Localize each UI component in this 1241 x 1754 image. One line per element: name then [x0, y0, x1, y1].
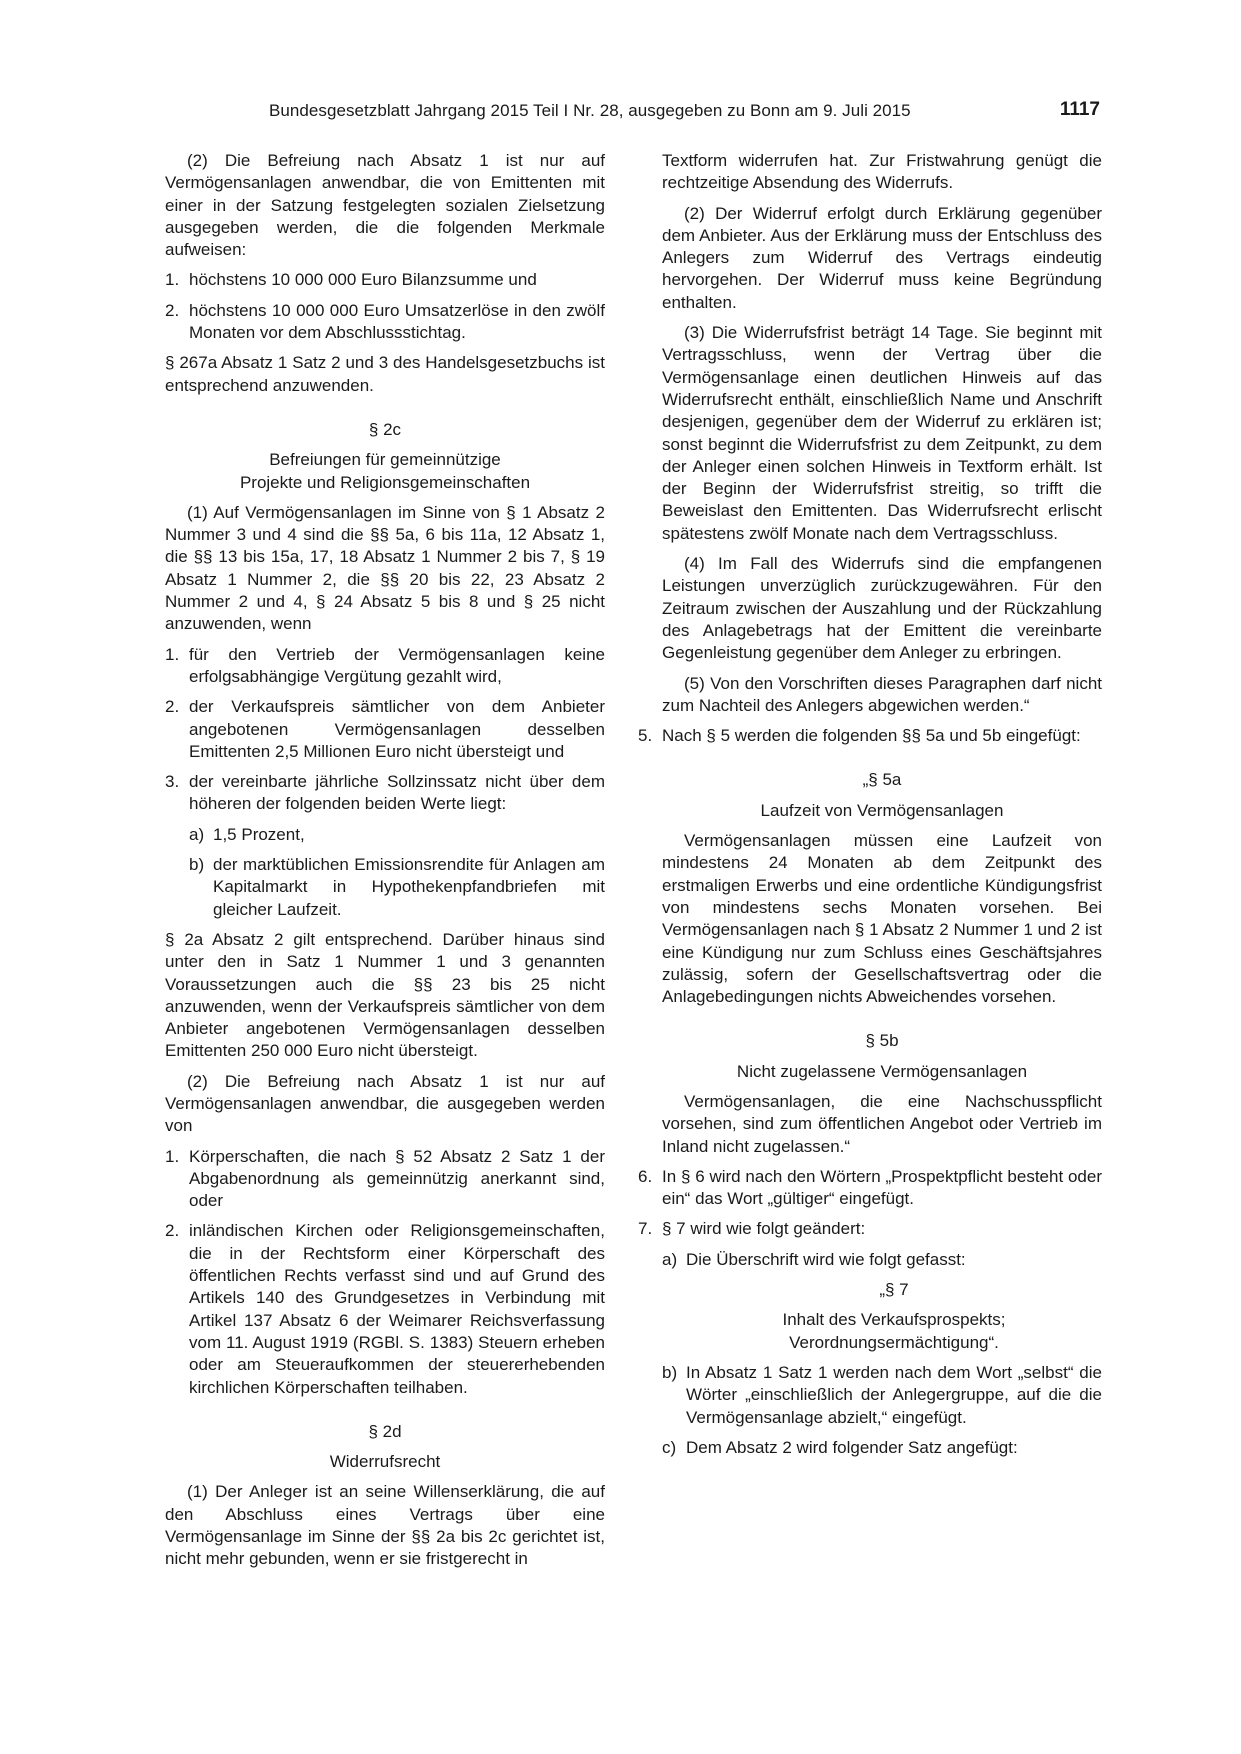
section-title: Laufzeit von Vermögensanlagen: [760, 800, 1004, 820]
list-item: [638, 725, 1102, 747]
sub-list-item: [189, 824, 605, 846]
section-heading: „§ 7: [879, 1280, 909, 1300]
list-item: [638, 1166, 1102, 1211]
paragraph: (2) Die Befreiung nach Absatz 1 ist nur auf Vermögensanlagen anwendbar, die von Emittenten mit einer in der Satzung festgelegten sozialen Zielsetzung ausgegeben werden, die die folgenden Merkmale aufweisen:: [165, 151, 605, 260]
paragraph: Vermögensanlagen, die eine Nachschusspflicht vorsehen, sind zum öffentlichen Angebot oder Vertrieb im Inland nicht zugelassen.“: [662, 1091, 1102, 1156]
paragraph: (4) Im Fall des Widerrufs sind die empfangenen Leistungen unverzüglich zurückzugewähren. Für den Zeitraum zwischen der Auszahlung und der Rückzahlung des Anlagebetrags hat der Emittent die vereinbarte Gegenleistung gegenüber dem Anleger zu erbringen.: [662, 554, 1102, 663]
list-number: 1.: [165, 270, 180, 290]
list-item: [165, 269, 605, 291]
page-number: 1117: [1059, 99, 1100, 120]
right-column: [638, 150, 1102, 1467]
section-title: Inhalt des Verkaufsprospekts;: [782, 1310, 1006, 1330]
list-number: 2.: [165, 300, 180, 320]
paragraph: (1) Auf Vermögensanlagen im Sinne von § 1 Absatz 2 Nummer 3 und 4 sind die §§ 5a, 6 bis 11a, 12 Absatz 1, die §§ 13 bis 15a, 17, 18 Absatz 1 Nummer 2 bis 7, § 19 Absatz 1 Nummer 2, die §§ 20 bis 22, 23 Absatz 2 Nummer 2 und 4, § 24 Absatz 5 bis 8 und § 25 nicht anzuwenden, wenn: [165, 502, 605, 634]
list-item: [165, 696, 605, 763]
list-item: [165, 1146, 605, 1213]
list-text: Die Überschrift wird wie folgt gefasst:: [686, 1249, 966, 1269]
list-item: [165, 300, 605, 345]
section-title: Verordnungsermächtigung“.: [789, 1332, 999, 1352]
paragraph: (3) Die Widerrufsfrist beträgt 14 Tage. Sie beginnt mit Vertragsschluss, wenn der Vertrag über die Vermögensanlage einen deutlichen Hinweis auf das Widerrufsrecht enthält, einschließlich Name und Anschrift desjenigen, gegenüber dem der Widerruf zu erklären ist; sonst beginnt die Widerrufsfrist zu dem Zeitpunkt, zu dem der Anleger einen solchen Hinweis in Textform erhält. Ist der Beginn der Widerrufsfrist streitig, so trifft die Beweislast den Emittenten. Das Widerrufsrecht erlischt spätestens zwölf Monate nach dem Vertragsschluss.: [662, 323, 1102, 543]
list-text: § 7 wird wie folgt geändert:: [662, 1219, 866, 1239]
section-title: Widerrufsrecht: [329, 1452, 441, 1472]
paragraph: Textform widerrufen hat. Zur Fristwahrung genügt die rechtzeitige Absendung des Widerrufs.: [662, 151, 1102, 193]
list-letter: b): [662, 1362, 678, 1382]
list-text: höchstens 10 000 000 Euro Bilanzsumme und: [189, 270, 537, 290]
header-title: Bundesgesetzblatt Jahrgang 2015 Teil I Nr. 28, ausgegeben zu Bonn am 9. Juli 2015: [269, 101, 911, 120]
list-text: In § 6 wird nach den Wörtern „Prospektpflicht besteht oder ein“ das Wort „gültiger“ eingefügt.: [662, 1166, 1102, 1209]
list-text: In Absatz 1 Satz 1 werden nach dem Wort „selbst“ die Wörter „einschließlich der Anlegergruppe, auf die die Vermögensanlage abzielt,“ eingefügt.: [686, 1362, 1102, 1427]
sub-list-item: [662, 1362, 1102, 1429]
left-column: [165, 150, 605, 1579]
list-text: der Verkaufspreis sämtlicher von dem Anbieter angebotenen Vermögensanlagen desselben Emittenten 2,5 Millionen Euro nicht übersteigt und: [189, 697, 605, 761]
section-title: Befreiungen für gemeinnützige: [269, 450, 501, 470]
list-letter: b): [189, 855, 205, 875]
list-text: für den Vertrieb der Vermögensanlagen keine erfolgsabhängige Vergütung gezahlt wird,: [189, 644, 605, 686]
list-number: 3.: [165, 772, 180, 792]
section-title: Nicht zugelassene Vermögensanlagen: [736, 1061, 1028, 1081]
paragraph: (1) Der Anleger ist an seine Willenserklärung, die auf den Abschluss eines Vertrags über eine Vermögensanlage im Sinne der §§ 2a bis 2c gerichtet ist, nicht mehr gebunden, wenn er sie fristgerecht in: [165, 1482, 605, 1569]
list-text: Nach § 5 werden die folgenden §§ 5a und 5b eingefügt:: [662, 726, 1081, 746]
list-text: Körperschaften, die nach § 52 Absatz 2 Satz 1 der Abgabenordnung als gemeinnützig anerkannt sind, oder: [189, 1146, 605, 1211]
list-item: [638, 1218, 1102, 1240]
list-item: [165, 771, 605, 816]
sub-list-item: [189, 854, 605, 921]
sub-list-item: [662, 1437, 1102, 1459]
list-text: der vereinbarte jährliche Sollzinssatz nicht über dem höheren der folgenden beiden Werte liegt:: [189, 772, 605, 814]
page-header: [165, 101, 1100, 127]
paragraph: § 2a Absatz 2 gilt entsprechend. Darüber hinaus sind unter den in Satz 1 Nummer 1 und 3 genannten Voraussetzungen auch die §§ 23 bis 25 nicht anzuwenden, wenn der Verkaufspreis sämtlicher von dem Anbieter angebotenen Vermögensanlagen desselben Emittenten 250 000 Euro nicht übersteigt.: [165, 929, 605, 1061]
sub-list-item: [662, 1249, 1102, 1271]
list-number: 2.: [165, 1221, 180, 1241]
list-number: 6.: [638, 1166, 653, 1186]
paragraph: (2) Die Befreiung nach Absatz 1 ist nur auf Vermögensanlagen anwendbar, die ausgegeben werden von: [165, 1071, 605, 1136]
section-heading: § 5b: [865, 1031, 899, 1051]
list-number: 1.: [165, 1146, 180, 1166]
paragraph: (5) Von den Vorschriften dieses Paragraphen darf nicht zum Nachteil des Anlegers abgewichen werden.“: [662, 673, 1102, 715]
list-letter: a): [189, 824, 205, 844]
paragraph: Vermögensanlagen müssen eine Laufzeit von mindestens 24 Monaten ab dem Zeitpunkt des erstmaligen Erwerbs und eine ordentliche Kündigungsfrist von mindestens sechs Monaten vorsehen. Bei Vermögensanlagen nach § 1 Absatz 2 Nummer 1 und 2 ist eine Kündigung nur zum Schluss eines Geschäftsjahres zulässig, sofern der Gesellschaftsvertrag oder die Anlagebedingungen nichts Abweichendes vorsehen.: [662, 831, 1102, 1007]
list-number: 7.: [638, 1219, 653, 1239]
section-heading: „§ 5a: [862, 770, 902, 790]
list-text: 1,5 Prozent,: [213, 824, 305, 844]
paragraph: (2) Der Widerruf erfolgt durch Erklärung gegenüber dem Anbieter. Aus der Erklärung muss der Entschluss des Anlegers zum Widerruf des Vertrags eindeutig hervorgehen. Der Widerruf muss keine Begründung enthalten.: [662, 203, 1102, 312]
list-number: 5.: [638, 726, 653, 746]
list-item: [165, 644, 605, 689]
section-heading: § 2d: [368, 1421, 402, 1441]
list-number: 1.: [165, 644, 180, 664]
list-text: der marktüblichen Emissionsrendite für Anlagen am Kapitalmarkt in Hypothekenpfandbriefen mit gleicher Laufzeit.: [213, 855, 605, 919]
list-letter: c): [662, 1437, 677, 1457]
list-number: 2.: [165, 697, 180, 717]
section-title: Projekte und Religionsgemeinschaften: [239, 472, 531, 492]
section-heading: § 2c: [368, 419, 402, 439]
list-letter: a): [662, 1249, 678, 1269]
list-text: höchstens 10 000 000 Euro Umsatzerlöse in den zwölf Monaten vor dem Abschlussstichtag.: [189, 300, 605, 343]
list-item: [165, 1220, 605, 1398]
list-text: Dem Absatz 2 wird folgender Satz angefügt:: [686, 1437, 1018, 1457]
list-text: inländischen Kirchen oder Religionsgemeinschaften, die in der Rechtsform einer Körperschaft des öffentlichen Rechts verfasst sind und auf Grund des Artikels 140 des Grundgesetzes in Verbindung mit Artikel 137 Absatz 6 der Weimarer Reichsverfassung vom 11. August 1919 (RGBl. S. 1383) Steuern erheben oder am Steueraufkommen der steuererhebenden kirchlichen Körperschaften teilhaben.: [189, 1221, 605, 1397]
paragraph: § 267a Absatz 1 Satz 2 und 3 des Handelsgesetzbuchs ist entsprechend anzuwenden.: [165, 353, 605, 395]
